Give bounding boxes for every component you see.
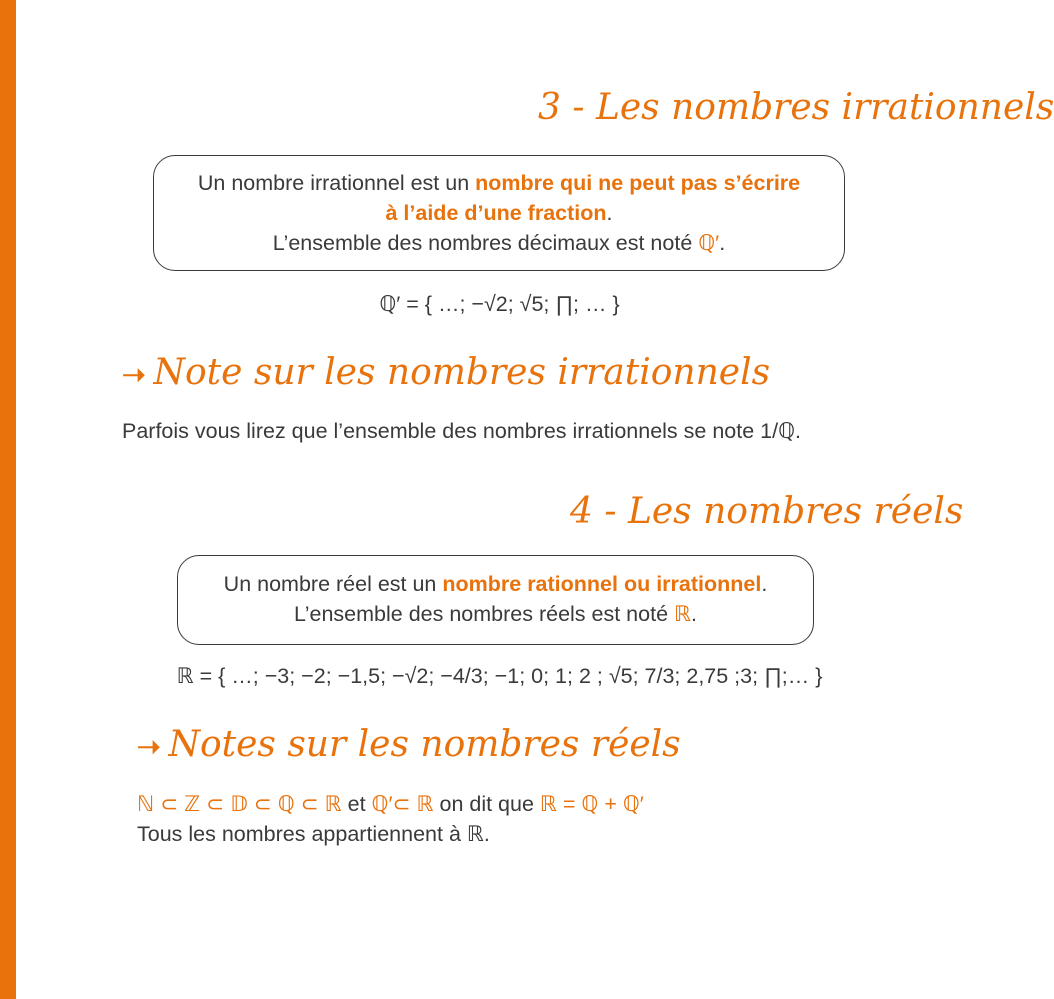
definition-text: . [719, 231, 726, 255]
real-equation: ℝ = ℚ + ℚ′ [539, 792, 644, 816]
definition-text: Un nombre irrationnel est un [197, 171, 476, 195]
irrational-inclusion: ℚ′⊂ ℝ [371, 792, 434, 816]
notes-real-title: Notes sur les nombres réels [168, 724, 681, 765]
definition-text: L’ensemble des nombres réels est noté [293, 602, 675, 626]
connector-text: et [341, 792, 372, 816]
definition-line-1 [154, 168, 844, 198]
note-irrational-title: Note sur les nombres irrationnels [153, 352, 771, 393]
definition-line-1 [178, 569, 813, 599]
definition-line-3 [154, 228, 844, 258]
arrow-right-icon: ➝ [122, 358, 146, 391]
section-4-title: 4 - Les nombres réels [570, 491, 964, 532]
definition-highlight: à l’aide d’une fraction [385, 201, 607, 225]
set-symbol: ℚ′ [698, 231, 720, 255]
irrational-set-example: ℚ′ = { …; −√2; √5; ∏; … } [379, 292, 620, 316]
set-inclusion-line [137, 789, 644, 819]
definition-line-2 [154, 198, 844, 228]
definition-highlight: nombre qui ne peut pas s’écrire [475, 171, 801, 195]
final-statement: Tous les nombres appartiennent à ℝ. [137, 822, 490, 846]
definition-text: Un nombre réel est un [223, 572, 443, 596]
definition-text: L’ensemble des nombres décimaux est noté [272, 231, 699, 255]
note-irrational-heading [122, 352, 771, 393]
real-set-example: ℝ = { …; −3; −2; −1,5; −√2; −4/3; −1; 0; 1; 2 ; √5; 7/3; 2,75 ;3; ∏;… } [176, 664, 823, 688]
real-definition-box [177, 555, 814, 645]
notes-real-heading [137, 724, 681, 765]
connector-text: on dit que [433, 792, 540, 816]
set-symbol: ℝ [674, 602, 692, 626]
definition-text: . [606, 201, 613, 225]
note-irrational-text: Parfois vous lirez que l’ensemble des nombres irrationnels se note 1/ℚ. [122, 419, 801, 443]
arrow-right-icon: ➝ [137, 730, 161, 763]
definition-text: . [761, 572, 768, 596]
set-inclusion-chain: ℕ ⊂ ℤ ⊂ 𝔻 ⊂ ℚ ⊂ ℝ [137, 792, 342, 816]
definition-highlight: nombre rationnel ou irrationnel [442, 572, 762, 596]
definition-text: . [691, 602, 698, 626]
definition-line-2 [178, 599, 813, 629]
left-accent-bar [0, 0, 16, 999]
section-3-title: 3 - Les nombres irrationnels [538, 87, 1054, 128]
irrational-definition-box [153, 155, 845, 271]
